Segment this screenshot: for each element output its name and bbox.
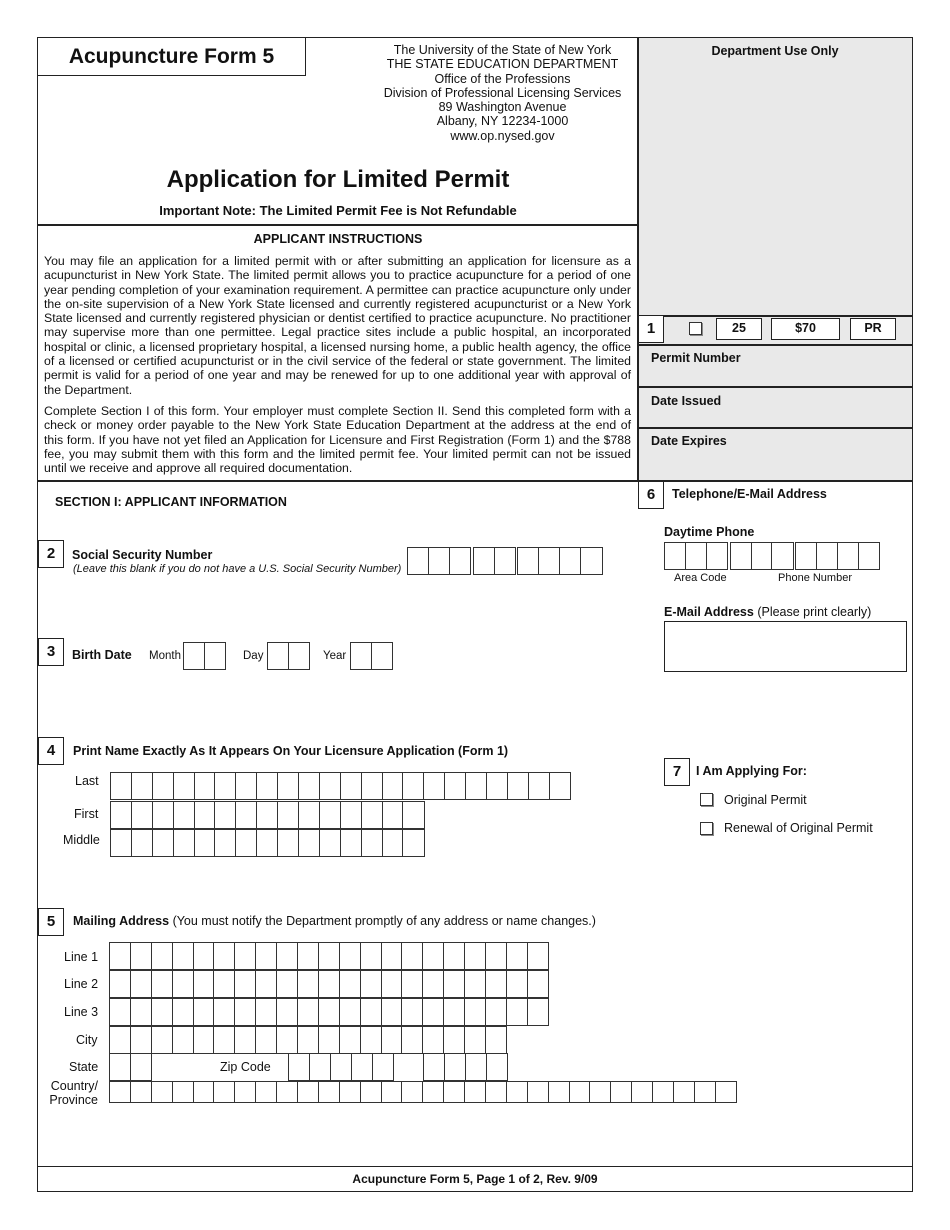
item-number-5: 5 [38,908,64,936]
char-box[interactable] [319,829,341,857]
char-box[interactable] [131,801,153,829]
char-box[interactable] [401,1026,423,1054]
char-box[interactable] [276,1081,298,1103]
char-box[interactable] [538,547,560,575]
first-name-input[interactable] [110,801,425,829]
char-box[interactable] [235,829,257,857]
line3-label: Line 3 [64,1005,99,1019]
char-box[interactable] [464,942,486,970]
char-box[interactable] [485,970,507,998]
char-box[interactable] [151,1026,173,1054]
char-box[interactable] [256,829,278,857]
char-box[interactable] [130,942,152,970]
divider [638,344,912,346]
char-box[interactable] [339,970,361,998]
char-box[interactable] [288,642,310,670]
char-box[interactable] [172,998,194,1026]
char-box[interactable] [298,829,320,857]
char-box[interactable] [234,1026,256,1054]
char-box[interactable] [255,1026,277,1054]
char-box[interactable] [193,970,215,998]
instructions-paragraph: Complete Section I of this form. Your employer must complete Section II. Send this completed form with a check or money order payable to the New York State Education Department at the address at the end of this form. If you have not yet filed an Application for Licensure and First Registration (Form 1) and the $788 fee, you may submit them with this form and the limited permit fee. Your limited permit can not be issued until we receive and approve all required documentation. [44,404,631,476]
char-box[interactable] [234,1081,256,1103]
char-box[interactable] [361,772,383,800]
char-box[interactable] [194,772,216,800]
char-box[interactable] [485,1026,507,1054]
char-box[interactable] [771,542,793,570]
char-box[interactable] [109,1081,131,1103]
char-box[interactable] [319,801,341,829]
char-box[interactable] [444,1053,466,1081]
char-box[interactable] [255,998,277,1026]
birth-year-input[interactable] [350,642,393,670]
char-box[interactable] [213,942,235,970]
ssn-label: Social Security Number [72,548,213,562]
char-box[interactable] [527,1081,549,1103]
char-box[interactable] [371,642,393,670]
date-expires-label: Date Expires [651,434,727,448]
divider [638,427,912,429]
char-box[interactable] [528,772,550,800]
char-box[interactable] [256,801,278,829]
zip-plus4-input[interactable] [423,1053,508,1081]
birth-month-input[interactable] [183,642,226,670]
char-box[interactable] [109,998,131,1026]
divider [637,38,639,481]
char-box[interactable] [694,1081,716,1103]
char-box[interactable] [309,1053,331,1081]
char-box[interactable] [235,801,257,829]
area-code-label: Area Code [674,572,727,584]
address-line2-input[interactable] [109,970,549,998]
agency-line: 89 Washington Avenue [438,100,567,115]
permit-number-label: Permit Number [651,351,741,365]
char-box[interactable] [372,1053,394,1081]
char-box[interactable] [340,829,362,857]
char-box[interactable] [673,1081,695,1103]
char-box[interactable] [730,542,752,570]
char-box[interactable] [288,1053,310,1081]
char-box[interactable] [340,801,362,829]
char-box[interactable] [194,829,216,857]
char-box[interactable] [109,1053,131,1081]
char-box[interactable] [319,772,341,800]
char-box[interactable] [131,772,153,800]
char-box[interactable] [816,542,838,570]
char-box[interactable] [444,772,466,800]
char-box[interactable] [109,1026,131,1054]
char-box[interactable] [485,1081,507,1103]
zip-input[interactable] [288,1053,394,1081]
agency-address [370,43,635,143]
char-box[interactable] [381,1081,403,1103]
char-box[interactable] [318,998,340,1026]
char-box[interactable] [213,998,235,1026]
char-box[interactable] [172,1026,194,1054]
char-box[interactable] [548,1081,570,1103]
char-box[interactable] [297,1081,319,1103]
char-box[interactable] [837,542,859,570]
char-box[interactable] [255,1081,277,1103]
item-number-3: 3 [38,638,64,666]
char-box[interactable] [298,801,320,829]
char-box[interactable] [465,1053,487,1081]
line2-label: Line 2 [64,977,99,991]
char-box[interactable] [193,1026,215,1054]
date-issued-label: Date Issued [651,394,722,408]
country-label-line: Province [49,1093,98,1107]
char-box[interactable] [506,998,528,1026]
char-box[interactable] [360,970,382,998]
address-line3-input[interactable] [109,998,549,1026]
char-box[interactable] [527,998,549,1026]
char-box[interactable] [277,801,299,829]
item-number-6: 6 [638,481,664,509]
char-box[interactable] [276,998,298,1026]
char-box[interactable] [443,942,465,970]
char-box[interactable] [506,970,528,998]
contact-label: Telephone/E-Mail Address [672,487,827,501]
char-box[interactable] [130,1026,152,1054]
char-box[interactable] [340,772,362,800]
char-box[interactable] [401,942,423,970]
char-box[interactable] [109,942,131,970]
char-box[interactable] [110,801,132,829]
char-box[interactable] [401,1081,423,1103]
page-title: Application for Limited Permit [166,166,510,193]
char-box[interactable] [443,998,465,1026]
char-box[interactable] [361,801,383,829]
char-box[interactable] [194,801,216,829]
char-box[interactable] [339,1026,361,1054]
char-box[interactable] [234,998,256,1026]
char-box[interactable] [360,942,382,970]
renewal-permit-checkbox[interactable] [700,822,713,835]
agency-line: Albany, NY 12234-1000 [436,114,569,129]
char-box[interactable] [402,829,424,857]
char-box[interactable] [213,1026,235,1054]
char-box[interactable] [464,970,486,998]
char-box[interactable] [109,970,131,998]
char-box[interactable] [382,772,404,800]
divider [638,386,912,388]
char-box[interactable] [506,1081,528,1103]
divider [38,480,912,482]
char-box[interactable] [151,1081,173,1103]
original-permit-checkbox[interactable] [700,793,713,806]
dept-type-box: PR [850,318,896,340]
char-box[interactable] [131,829,153,857]
char-box[interactable] [318,1026,340,1054]
char-box[interactable] [486,1053,508,1081]
mailing-address-label: Mailing Address [73,914,170,928]
department-use-title: Department Use Only [711,44,839,58]
char-box[interactable] [298,772,320,800]
agency-line: The University of the State of New York [393,43,612,57]
char-box[interactable] [361,829,383,857]
char-box[interactable] [360,1081,382,1103]
char-box[interactable] [276,1026,298,1054]
divider [638,315,912,317]
char-box[interactable] [297,970,319,998]
char-box[interactable] [152,801,174,829]
email-hint: (Please print clearly) [757,605,872,619]
original-permit-label: Original Permit [724,793,807,807]
char-box[interactable] [130,998,152,1026]
char-box[interactable] [193,998,215,1026]
char-box[interactable] [151,970,173,998]
char-box[interactable] [110,772,132,800]
email-label: E-Mail Address [664,605,754,619]
char-box[interactable] [193,1081,215,1103]
agency-website: www.op.nysed.gov [450,128,555,143]
char-box[interactable] [381,1026,403,1054]
char-box[interactable] [151,998,173,1026]
char-box[interactable] [706,542,728,570]
char-box[interactable] [277,829,299,857]
char-box[interactable] [173,772,195,800]
item-number-1: 1 [638,315,664,343]
char-box[interactable] [443,970,465,998]
char-box[interactable] [330,1053,352,1081]
char-box[interactable] [130,1081,152,1103]
char-box[interactable] [580,547,602,575]
char-box[interactable] [506,942,528,970]
char-box[interactable] [213,1081,235,1103]
char-box[interactable] [652,1081,674,1103]
char-box[interactable] [318,942,340,970]
form-title: Acupuncture Form 5 [38,38,306,76]
char-box[interactable] [401,998,423,1026]
char-box[interactable] [407,547,429,575]
dept-code-box: 25 [716,318,762,340]
page-footer: Acupuncture Form 5, Page 1 of 2, Rev. 9/09 [38,1166,912,1191]
email-heading [664,605,871,619]
char-box[interactable] [485,942,507,970]
char-box[interactable] [423,772,445,800]
char-box[interactable] [631,1081,653,1103]
char-box[interactable] [381,970,403,998]
char-box[interactable] [422,998,444,1026]
char-box[interactable] [751,542,773,570]
char-box[interactable] [276,942,298,970]
char-box[interactable] [449,547,471,575]
mailing-address-hint: (You must notify the Department promptly of any address or name changes.) [172,914,596,928]
char-box[interactable] [172,970,194,998]
char-box[interactable] [172,942,194,970]
char-box[interactable] [402,772,424,800]
char-box[interactable] [214,829,236,857]
char-box[interactable] [664,542,686,570]
phone-input[interactable] [664,542,880,570]
char-box[interactable] [183,642,205,670]
char-box[interactable] [715,1081,737,1103]
char-box[interactable] [255,970,277,998]
char-box[interactable] [267,642,289,670]
char-box[interactable] [422,970,444,998]
year-label: Year [323,650,347,662]
char-box[interactable] [473,547,495,575]
char-box[interactable] [494,547,516,575]
char-box[interactable] [422,1026,444,1054]
char-box[interactable] [339,998,361,1026]
char-box[interactable] [350,642,372,670]
char-box[interactable] [255,942,277,970]
divider [38,224,638,226]
ssn-hint: (Leave this blank if you do not have a U.S. Social Security Number) [73,563,402,575]
char-box[interactable] [297,942,319,970]
birth-day-input[interactable] [267,642,310,670]
char-box[interactable] [339,1081,361,1103]
char-box[interactable] [318,1081,340,1103]
middle-name-label: Middle [63,833,100,847]
char-box[interactable] [351,1053,373,1081]
char-box[interactable] [559,547,581,575]
char-box[interactable] [173,801,195,829]
agency-line: THE STATE EDUCATION DEPARTMENT [386,57,619,72]
char-box[interactable] [110,829,132,857]
char-box[interactable] [382,801,404,829]
char-box[interactable] [485,998,507,1026]
birth-date-label: Birth Date [72,648,132,662]
char-box[interactable] [549,772,571,800]
char-box[interactable] [214,772,236,800]
char-box[interactable] [795,542,817,570]
city-label: City [76,1033,98,1047]
char-box[interactable] [130,1053,152,1081]
instructions-heading: APPLICANT INSTRUCTIONS [253,232,423,246]
middle-name-input[interactable] [110,829,425,857]
char-box[interactable] [428,547,450,575]
char-box[interactable] [422,1081,444,1103]
char-box[interactable] [589,1081,611,1103]
last-name-input[interactable] [110,772,571,800]
char-box[interactable] [381,942,403,970]
name-label: Print Name Exactly As It Appears On Your Licensure Application (Form 1) [73,744,509,758]
char-box[interactable] [486,772,508,800]
char-box[interactable] [610,1081,632,1103]
item-number-4: 4 [38,737,64,765]
char-box[interactable] [401,970,423,998]
char-box[interactable] [360,1026,382,1054]
char-box[interactable] [151,942,173,970]
char-box[interactable] [443,1026,465,1054]
country-label-line: Country/ [50,1079,98,1093]
char-box[interactable] [381,998,403,1026]
agency-line: Office of the Professions [434,71,571,86]
fee-note: Important Note: The Limited Permit Fee is Not Refundable [159,203,517,218]
instructions-paragraph: You may file an application for a limited permit with or after submitting an application for licensure as a acupuncturist in New York State. The limited permit allows you to practice acupuncture for a period of one year pending completion of your examination requirement. A permittee can practice acupuncture only under the on-site supervision of a New York State licensed and currently registered acupuncturist or a New York State licensed and currently registered physician or dentist certified to practice acupuncture. No practitioner may supervise more than one permittee. Legal practice sites include a public hospital, an incorporated hospital or clinic, a licensed proprietary hospital, a licensed nursing home, a public health agency, the office of a licensed or certified acupuncturist or in the civil service of the federal or state government. The limited permit is valid for a period of one year and may be renewed for up to one additional year with approval of the Department. [44,254,631,397]
char-box[interactable] [213,970,235,998]
month-label: Month [149,650,181,662]
char-box[interactable] [527,942,549,970]
last-name-label: Last [75,774,99,788]
char-box[interactable] [339,942,361,970]
city-input[interactable] [109,1026,507,1054]
char-box[interactable] [422,942,444,970]
char-box[interactable] [276,970,298,998]
zip-label: Zip Code [220,1060,271,1074]
daytime-phone-label: Daytime Phone [664,525,755,539]
char-box[interactable] [443,1081,465,1103]
agency-line: Division of Professional Licensing Services [383,85,622,100]
char-box[interactable] [465,772,487,800]
char-box[interactable] [277,772,299,800]
char-box[interactable] [423,1053,445,1081]
dept-fee-box: $70 [771,318,840,340]
ssn-input[interactable] [407,547,603,575]
renewal-permit-label: Renewal of Original Permit [724,821,873,835]
char-box[interactable] [172,1081,194,1103]
day-label: Day [243,650,264,662]
state-input[interactable] [109,1053,152,1081]
char-box[interactable] [464,998,486,1026]
char-box[interactable] [527,970,549,998]
char-box[interactable] [685,542,707,570]
phone-number-label: Phone Number [778,572,852,584]
char-box[interactable] [318,970,340,998]
item-number-7: 7 [664,758,690,786]
applying-label: I Am Applying For: [696,764,807,778]
char-box[interactable] [569,1081,591,1103]
char-box[interactable] [235,772,257,800]
country-input[interactable] [109,1081,737,1103]
dept-checkbox[interactable] [689,322,702,335]
state-label: State [69,1060,99,1074]
char-box[interactable] [214,801,236,829]
mailing-address-heading [73,914,596,928]
char-box[interactable] [297,1026,319,1054]
char-box[interactable] [256,772,278,800]
char-box[interactable] [517,547,539,575]
char-box[interactable] [464,1081,486,1103]
char-box[interactable] [402,801,424,829]
email-input[interactable] [664,621,907,672]
char-box[interactable] [464,1026,486,1054]
item-number-2: 2 [38,540,64,568]
first-name-label: First [74,807,99,821]
char-box[interactable] [382,829,404,857]
char-box[interactable] [297,998,319,1026]
section-heading: SECTION I: APPLICANT INFORMATION [55,495,287,509]
char-box[interactable] [152,772,174,800]
address-line1-input[interactable] [109,942,549,970]
country-label [46,1079,98,1107]
char-box[interactable] [204,642,226,670]
char-box[interactable] [193,942,215,970]
char-box[interactable] [152,829,174,857]
char-box[interactable] [507,772,529,800]
char-box[interactable] [173,829,195,857]
char-box[interactable] [234,970,256,998]
char-box[interactable] [858,542,880,570]
char-box[interactable] [360,998,382,1026]
char-box[interactable] [130,970,152,998]
char-box[interactable] [234,942,256,970]
line1-label: Line 1 [64,950,99,964]
